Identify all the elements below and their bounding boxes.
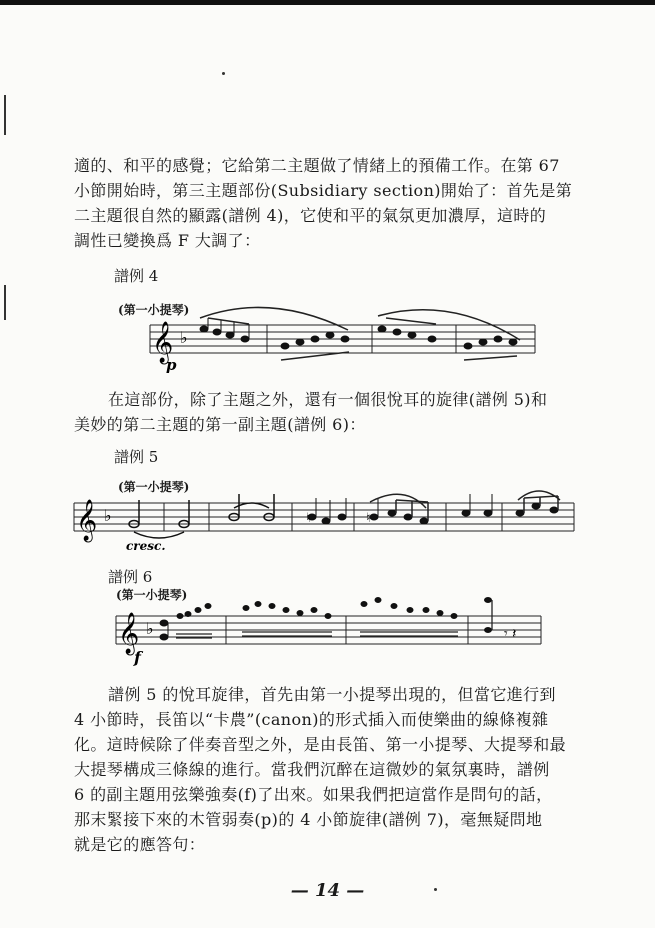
example-5-staff xyxy=(74,488,579,556)
svg-text:♭: ♭ xyxy=(180,328,188,347)
example-5-instrument: (第一小提琴) xyxy=(118,480,190,494)
print-speck xyxy=(222,72,225,75)
text-line: 在這部份，除了主題之外，還有一個很悅耳的旋律(譜例 5)和 xyxy=(108,390,548,409)
top-border-rule xyxy=(0,0,655,5)
page-edge-mark xyxy=(4,95,6,135)
page-edge-mark xyxy=(4,285,6,320)
svg-text:♭: ♭ xyxy=(146,619,154,638)
example-4-instrument: (第一小提琴) xyxy=(118,303,190,317)
example-5-label: 譜例 5 xyxy=(114,448,159,466)
example-4-staff xyxy=(150,310,540,380)
text-line: 調性已變換爲 F 大調了： xyxy=(74,231,261,250)
page-number: — 14 — xyxy=(290,880,365,901)
text-line: 就是它的應答句： xyxy=(74,835,206,854)
svg-text:♮: ♮ xyxy=(306,511,311,526)
print-speck xyxy=(434,888,437,891)
text-line: 美妙的第二主題的第一副主題(譜例 6)： xyxy=(74,415,366,434)
text-line: 小節開始時，第三主題部份(Subsidiary section)開始了：首先是第 xyxy=(74,181,573,200)
svg-text:♭: ♭ xyxy=(104,506,112,525)
text-line: 化。這時候除了伴奏音型之外，是由長笛、第一小提琴、大提琴和最 xyxy=(74,735,567,754)
example-6-label: 譜例 6 xyxy=(108,568,153,586)
example-6-instrument: (第一小提琴) xyxy=(116,588,188,602)
text-line: 6 的副主題用弦樂強奏(f)了出來。如果我們把這當作是問句的話， xyxy=(74,785,553,804)
svg-text:♮: ♮ xyxy=(366,511,371,526)
svg-text:𝄞: 𝄞 xyxy=(76,500,98,541)
example-6-dynamic: f xyxy=(134,648,141,667)
svg-text:𝄞: 𝄞 xyxy=(118,613,140,654)
paragraph-3 xyxy=(74,682,594,857)
text-line: 那末緊接下來的木管弱奏(p)的 4 小節旋律(譜例 7)，毫無疑問地 xyxy=(74,810,543,829)
text-line: 4 小節時，長笛以“卡農”(canon)的形式插入而使樂曲的線條複雜 xyxy=(74,710,549,729)
svg-text:𝄾 𝄽: 𝄾 𝄽 xyxy=(504,626,517,642)
text-line: 二主題很自然的顯露(譜例 4)，它使和平的氣氛更加濃厚，這時的 xyxy=(74,206,547,225)
example-4-label: 譜例 4 xyxy=(114,267,159,285)
example-5-dynamic: cresc. xyxy=(126,539,166,553)
example-6-staff xyxy=(116,596,546,668)
text-line: 譜例 5 的悅耳旋律，首先由第一小提琴出現的，但當它進行到 xyxy=(108,685,556,704)
paragraph-2 xyxy=(74,387,594,437)
example-4-dynamic: p xyxy=(166,356,177,374)
paragraph-1 xyxy=(74,153,594,253)
svg-text:𝄞: 𝄞 xyxy=(152,322,174,363)
text-line: 大提琴構成三條線的進行。當我們沉醉在這微妙的氣氛裏時，譜例 xyxy=(74,760,550,779)
text-line: 適的、和平的感覺；它給第二主題做了情緒上的預備工作。在第 67 xyxy=(74,156,560,175)
